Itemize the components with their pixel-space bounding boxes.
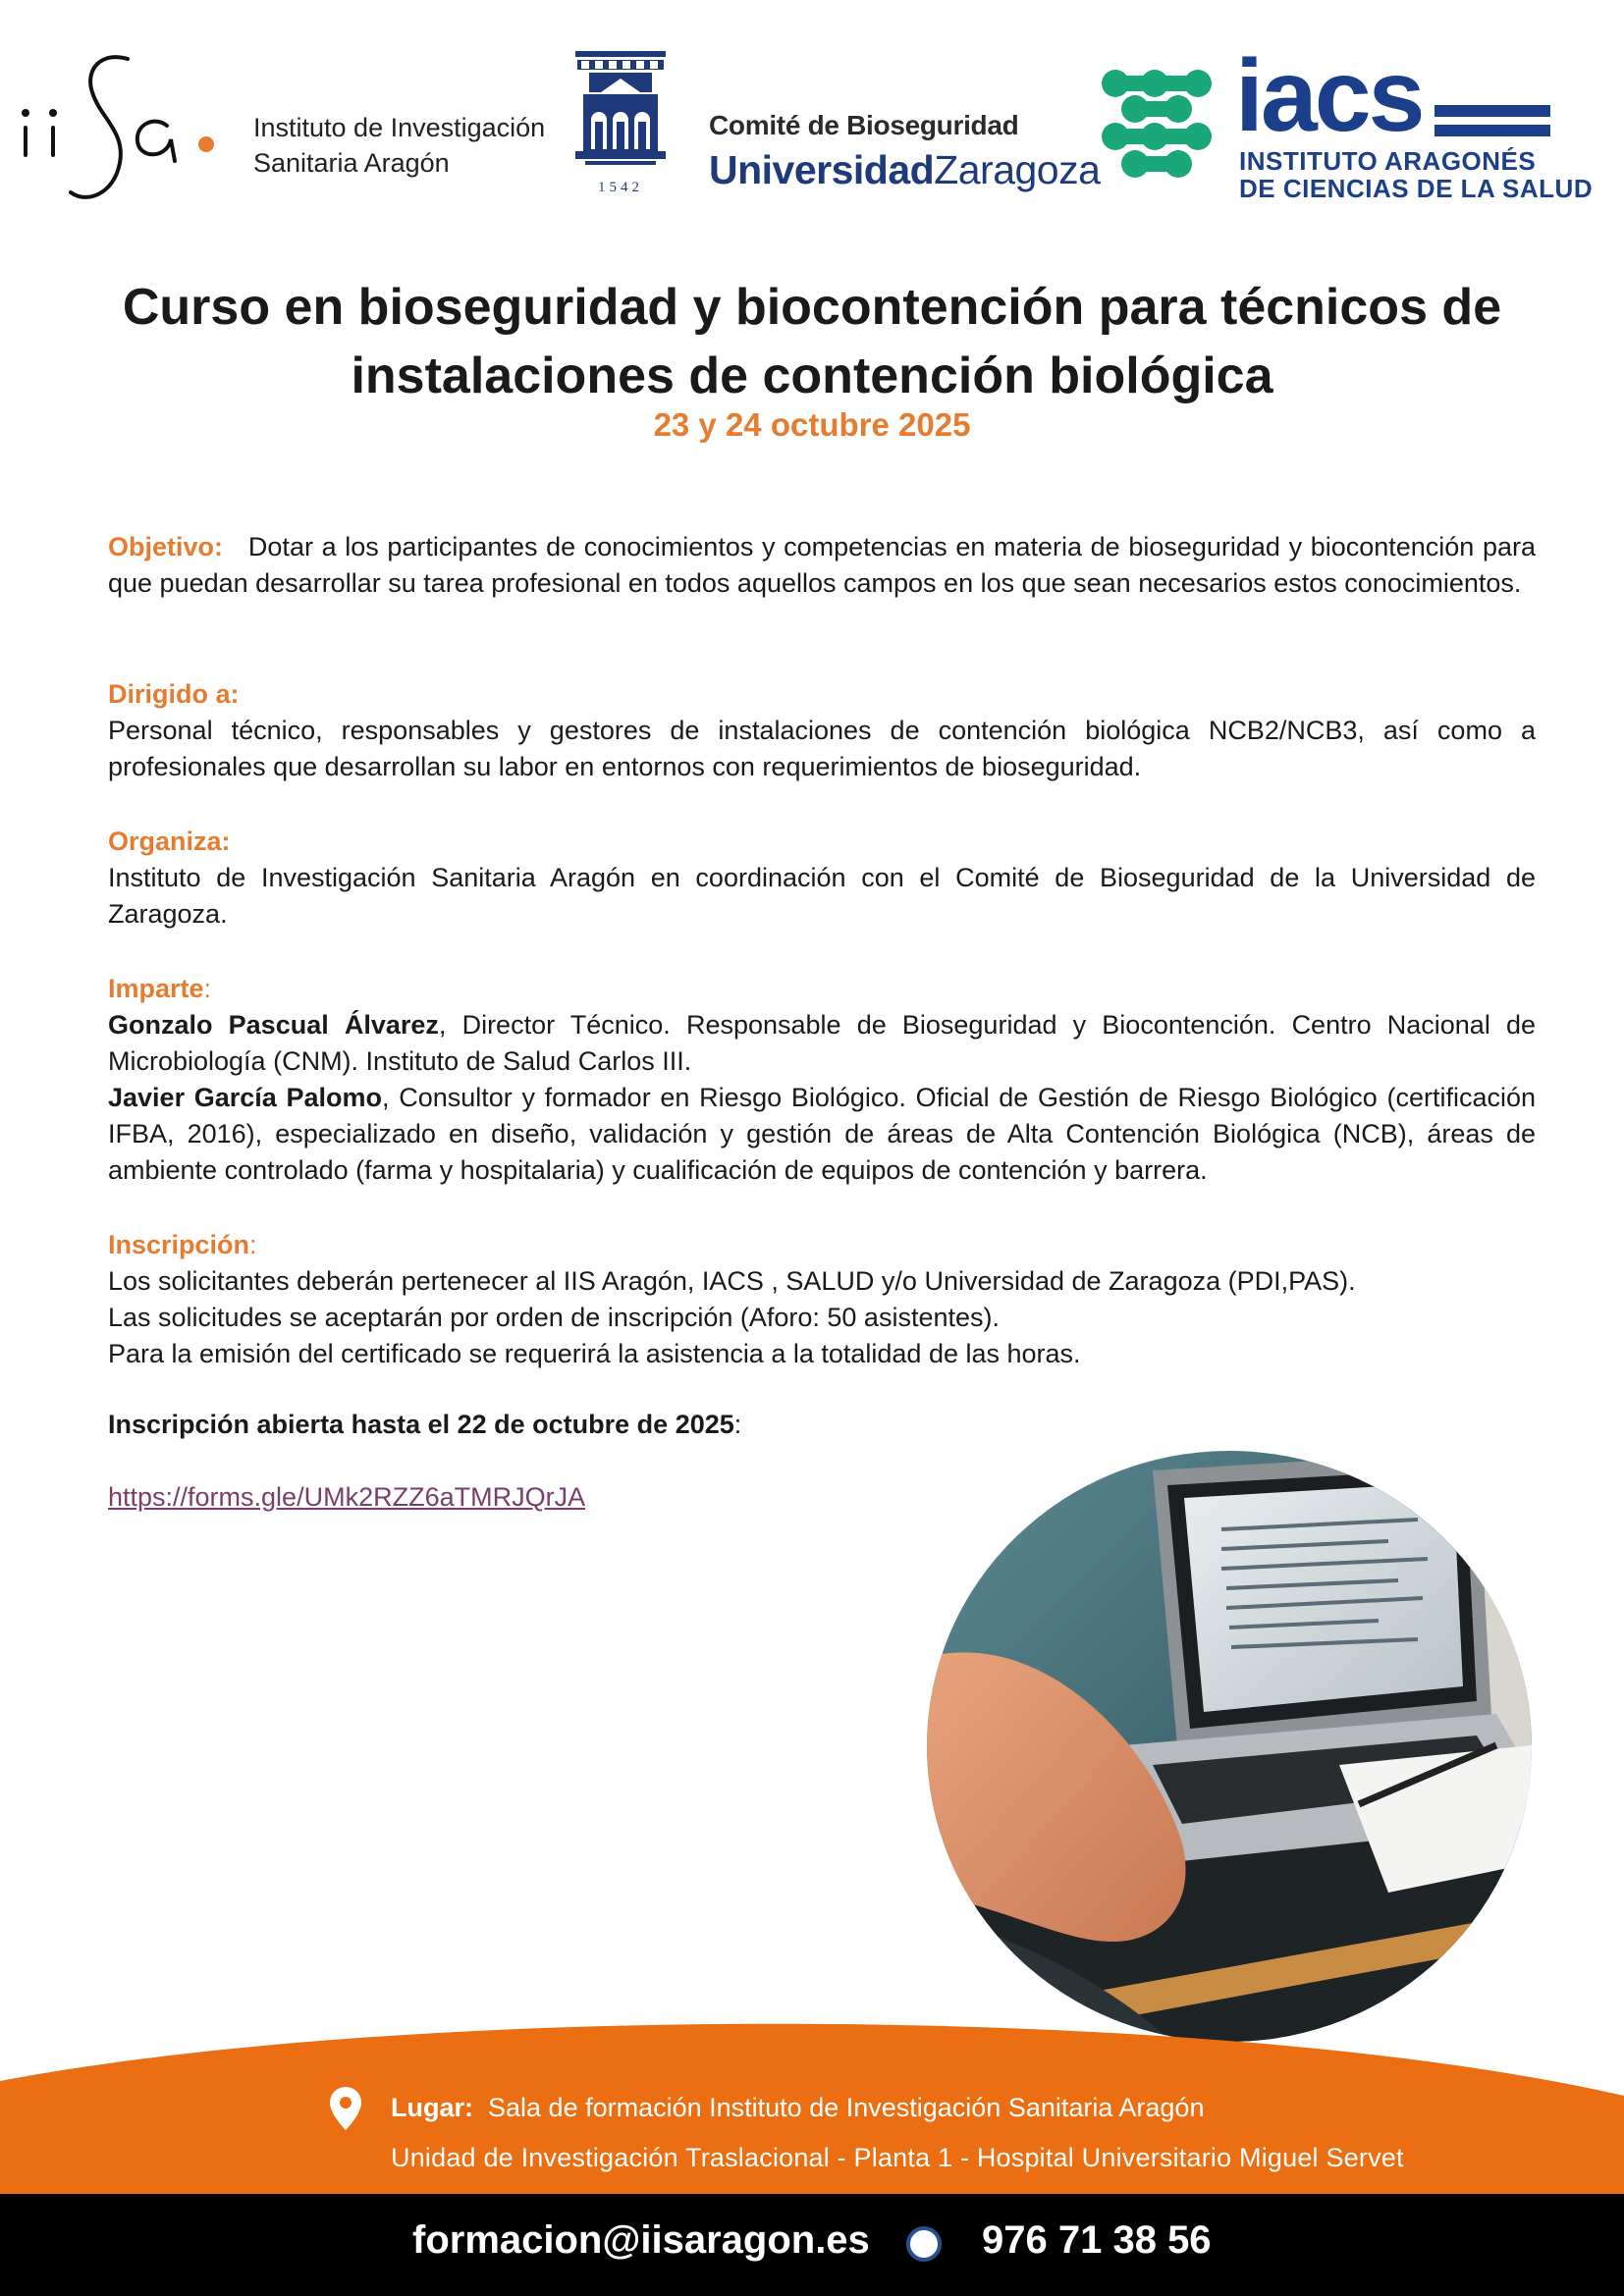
comite-bioseguridad-logo [709,110,1101,208]
iacs-subtitle-line2: DE CIENCIAS DE LA SALUD [1239,174,1594,203]
objetivo-text: Dotar a los participantes de conocimientos y competencias en materia de bioseguridad y biocontención para que puedan desarrollar su tarea profesional en todos aquellos campos en los que sean necesarios estos conocimientos. [108,532,1536,598]
speaker-2 [108,1080,1536,1189]
venue-line-1 [391,2093,1204,2123]
speaker-1-name: Gonzalo Pascual Álvarez [108,1010,439,1040]
imparte-heading: Imparte [108,974,204,1003]
laptop-photo-illustration [927,1451,1532,2042]
registration-deadline [108,1407,1536,1443]
course-title [59,273,1565,410]
uz-wordmark [709,147,1101,193]
iisa-logo-line2: Sanitaria Aragón [253,148,450,178]
section-objetivo [108,529,1536,602]
registration-form-link[interactable]: https://forms.gle/UMk2RZZ6aTMRJQrJA [108,1482,586,1512]
phone-icon [905,2225,943,2263]
iacs-bar-bottom [1435,125,1550,136]
speaker-1 [108,1007,1536,1080]
iacs-bar-top [1435,105,1550,117]
venue-line-2: Unidad de Investigación Traslacional - Planta 1 - Hospital Universitario Miguel Servet [391,2143,1404,2172]
inscripcion-line-3: Para la emisión del certificado se requerirá la asistencia a la totalidad de las horas. [108,1339,1081,1368]
laptop-study-photo [927,1451,1532,2042]
section-imparte [108,971,1536,1189]
iacs-wordmark: iacs [1235,39,1423,153]
location-pin-icon [330,2087,361,2130]
inscripcion-colon: : [249,1230,257,1259]
iacs-molecule-icon [1096,54,1223,201]
iisa-logo-mark [18,47,244,214]
crest-icon [571,51,670,198]
university-crest-logo [571,51,670,198]
organiza-heading: Organiza: [108,827,231,856]
organiza-text: Instituto de Investigación Sanitaria Aragón en coordinación con el Comité de Bioseguridad de la Universidad de Zaragoza. [108,863,1536,929]
iacs-subtitle-line1: INSTITUTO ARAGONÉS [1239,146,1537,176]
dirigido-text: Personal técnico, responsables y gestores de instalaciones de contención biológica NCB2/NCB3, así como a profesionales que desarrollan su labor en entornos con requerimientos de bioseguridad. [108,716,1536,781]
inscripcion-heading: Inscripción [108,1230,250,1259]
inscripcion-line-2: Las solicitudes se aceptarán por orden de inscripción (Aforo: 50 asistentes). [108,1303,1000,1332]
objetivo-heading: Objetivo: [108,532,224,561]
contact-phone[interactable]: 976 71 38 56 [982,2218,1212,2262]
dirigido-heading: Dirigido a: [108,679,240,709]
section-inscripcion [108,1227,1536,1372]
contact-email[interactable]: formacion@iisaragon.es [412,2218,870,2262]
course-title-line2: instalaciones de contención biológica [351,347,1273,404]
iacs-logo [1096,39,1606,203]
section-dirigido [108,676,1536,785]
imparte-colon: : [203,974,212,1003]
speaker-2-name: Javier García Palomo [108,1083,383,1112]
uz-wordmark-bold: Universidad [709,147,935,192]
deadline-text: Inscripción abierta hasta el 22 de octubre de 2025 [108,1410,734,1439]
inscripcion-line-1: Los solicitantes deberán pertenecer al IIS Aragón, IACS , SALUD y/o Universidad de Zaragoza (PDI,PAS). [108,1266,1356,1296]
speaker-2-description: , Consultor y formador en Riesgo Biológico. Oficial de Gestión de Riesgo Biológico (certificación IFBA, 2016), especializado en diseño, validación y gestión de áreas de Alta Contención Biológica (NCB), áreas de ambiente controlado (farma y hospitalaria) y cualificación de equipos de contención y barrera. [108,1083,1536,1185]
venue-name: Sala de formación Instituto de Investigación Sanitaria Aragón [488,2093,1205,2122]
iisa-logo-line1: Instituto de Investigación [253,113,546,142]
iisa-logo [18,47,568,214]
comite-label: Comité de Bioseguridad [709,110,1019,140]
speaker-1-description: , Director Técnico. Responsable de Bioseguridad y Biocontención. Centro Nacional de Microbiología (CNM). Instituto de Salud Carlos III. [108,1010,1536,1076]
course-title-line1: Curso en bioseguridad y biocontención para técnicos de [122,279,1502,336]
venue-label: Lugar: [391,2093,473,2122]
uz-wordmark-regular: Zaragoza [934,147,1101,192]
section-organiza [108,824,1536,933]
course-date: 23 y 24 octubre 2025 [653,406,971,443]
deadline-colon: : [733,1410,742,1439]
crest-year: 1542 [598,180,643,195]
